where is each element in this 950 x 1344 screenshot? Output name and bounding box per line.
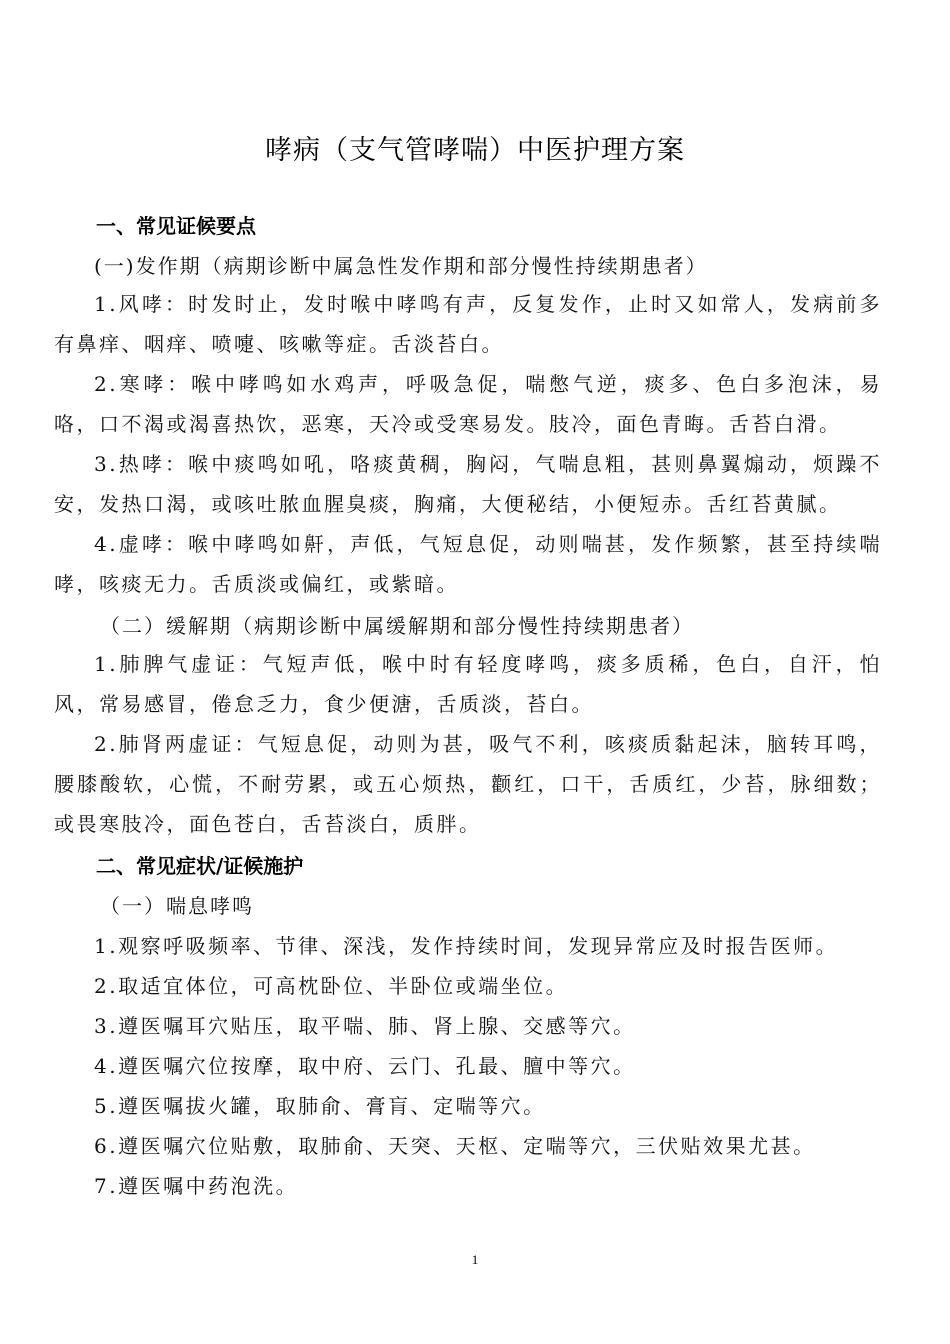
subsection-heading-attack-phase: (一)发作期（病期诊断中属急性发作期和部分慢性持续期患者） <box>94 254 708 278</box>
list-item: 6.遵医嘱穴位贴敷，取肺俞、天突、天枢、定喘等穴，三伏贴效果尤甚。 <box>94 1134 816 1158</box>
list-item: 3.遵医嘱耳穴贴压，取平喘、肺、肾上腺、交感等穴。 <box>94 1014 636 1038</box>
list-item: 2.取适宜体位，可高枕卧位、半卧位或端坐位。 <box>94 974 569 998</box>
section-heading-symptom-care: 二、常见症状/证候施护 <box>96 854 304 878</box>
paragraph-lung-kidney-deficiency: 2.肺肾两虚证：气短息促，动则为甚，吸气不利，咳痰质黏起沫，脑转耳鸣，腰膝酸软，心慌，不耐劳累，或五心烦热，颧红，口干，舌质红，少苔，脉细数；或畏寒肢冷，面色苍白，舌苔淡白，质胖。 <box>54 732 882 836</box>
section-heading-common-syndromes: 一、常见证候要点 <box>96 214 256 238</box>
list-item: 1.观察呼吸频率、节律、深浅，发作持续时间，发现异常应及时报告医师。 <box>94 934 839 958</box>
list-item: 7.遵医嘱中药泡洗。 <box>94 1174 299 1198</box>
paragraph-deficiency-wheeze: 4.虚哮：喉中哮鸣如鼾，声低，气短息促，动则喘甚，发作频繁，甚至持续喘哮，咳痰无力。舌质淡或偏红，或紫暗。 <box>54 532 882 596</box>
subsection-heading-remission-phase: （二）缓解期（病期诊断中属缓解期和部分慢性持续期患者） <box>100 614 694 638</box>
paragraph-lung-spleen-deficiency: 1.肺脾气虚证：气短声低，喉中时有轻度哮鸣，痰多质稀，色白，自汗，怕风，常易感冒，倦怠乏力，食少便溏，舌质淡，苔白。 <box>54 652 882 716</box>
list-item: 5.遵医嘱拔火罐，取肺俞、膏肓、定喘等穴。 <box>94 1094 546 1118</box>
page-number: 1 <box>471 1252 479 1267</box>
paragraph-wind-wheeze: 1.风哮：时发时止，发时喉中哮鸣有声，反复发作，止时又如常人，发病前多有鼻痒、咽痒、喷嚏、咳嗽等症。舌淡苔白。 <box>54 292 882 356</box>
subsection-heading-wheezing: （一）喘息哮鸣 <box>100 894 254 918</box>
paragraph-heat-wheeze: 3.热哮：喉中痰鸣如吼，咯痰黄稠，胸闷，气喘息粗，甚则鼻翼煽动，烦躁不安，发热口渴，或咳吐脓血腥臭痰，胸痛，大便秘结，小便短赤。舌红苔黄腻。 <box>54 452 882 516</box>
paragraph-cold-wheeze: 2.寒哮：喉中哮鸣如水鸡声，呼吸急促，喘憋气逆，痰多、色白多泡沫，易咯，口不渴或渴喜热饮，恶寒，天冷或受寒易发。肢冷，面色青晦。舌苔白滑。 <box>54 372 882 436</box>
document-title: 哮病（支气管哮喘）中医护理方案 <box>265 135 685 166</box>
list-item: 4.遵医嘱穴位按摩，取中府、云门、孔最、膻中等穴。 <box>94 1054 636 1078</box>
